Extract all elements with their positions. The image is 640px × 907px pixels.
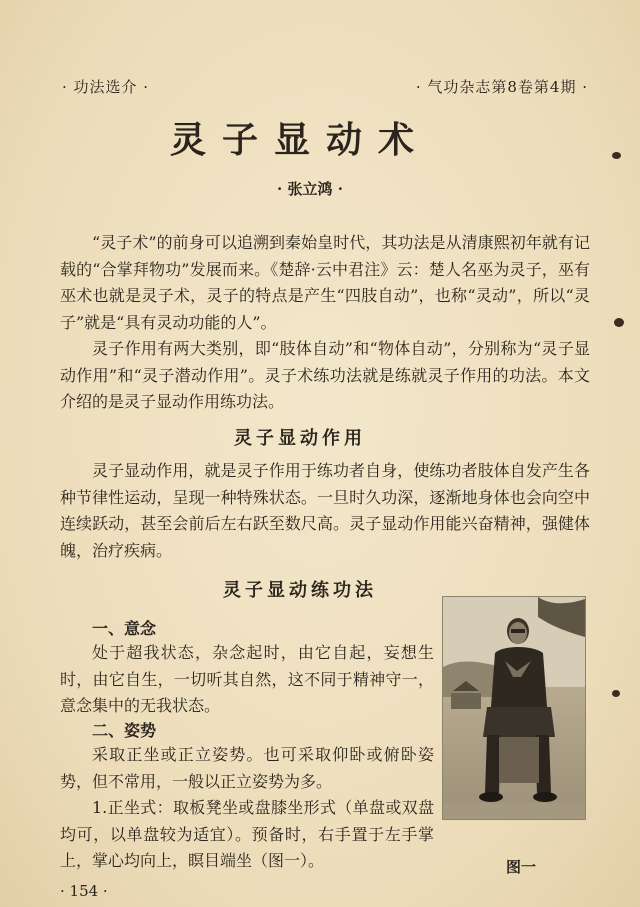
seated-man-photo-icon	[443, 597, 585, 819]
subsection-heading: 一、意念	[92, 619, 157, 638]
subsection-paragraph: 采取正坐或正立姿势。也可采取仰卧或俯卧姿势，但不常用，一般以正立姿势为多。	[60, 745, 434, 791]
intro-text	[60, 230, 590, 416]
article-title: 灵子显动术	[169, 119, 430, 161]
ink-stain	[612, 690, 620, 697]
section-heading: 灵子显动练功法	[223, 580, 377, 601]
journal-issue: · 气功杂志第8卷第4期 ·	[415, 78, 588, 96]
figure-photo	[442, 596, 586, 820]
ink-stain	[614, 318, 624, 327]
ink-stain	[612, 152, 621, 159]
section-heading: 灵子显动作用	[234, 428, 366, 449]
intro-paragraph: “灵子术”的前身可以追溯到秦始皇时代，其功法是从清康熙初年就有记载的“合掌拜物功”发展而来。《楚辞·云中君注》云：楚人名巫为灵子，巫有巫术也就是灵子术，灵子的特点是产生“四肢自动”，也称“灵动”，所以“灵子”就是“具有灵动功能的人”。	[60, 233, 590, 332]
figure-caption: 图一	[506, 858, 537, 876]
subsection-paragraph: 处于超我状态，杂念起时，由它自起，妄想生时，由它自生，一切听其自然，这不同于精神守一，意念集中的无我状态。	[60, 643, 434, 715]
subsection-body	[60, 742, 434, 875]
subsection-body	[60, 640, 434, 720]
subsection-paragraph: 1.正坐式：取板凳坐或盘膝坐形式（单盘或双盘均可，以单盘较为适宜）。预备时，右手置于左手掌上，掌心均向上，瞑目端坐（图一）。	[60, 798, 434, 870]
intro-paragraph: 灵子作用有两大类别，即“肢体自动”和“物体自动”，分别称为“灵子显动作用”和“灵子潜动作用”。灵子术练功法就是练就灵子作用的功法。本文介绍的是灵子显动作用练功法。	[60, 339, 590, 411]
subsection-heading: 二、姿势	[92, 721, 157, 740]
page-number: · 154 ·	[60, 882, 108, 900]
section-label: · 功法选介 ·	[62, 78, 150, 96]
section-body	[60, 458, 590, 564]
article-author: · 张立鸿 ·	[277, 180, 343, 198]
section-paragraph: 灵子显动作用，就是灵子作用于练功者自身，使练功者肢体自发产生各种节律性运动，呈现一种特殊状态。一旦时久功深，逐渐地身体也会向空中连续跃动，甚至会前后左右跃至数尺高。灵子显动作用能兴奋精神，强健体魄，治疗疾病。	[60, 461, 590, 560]
